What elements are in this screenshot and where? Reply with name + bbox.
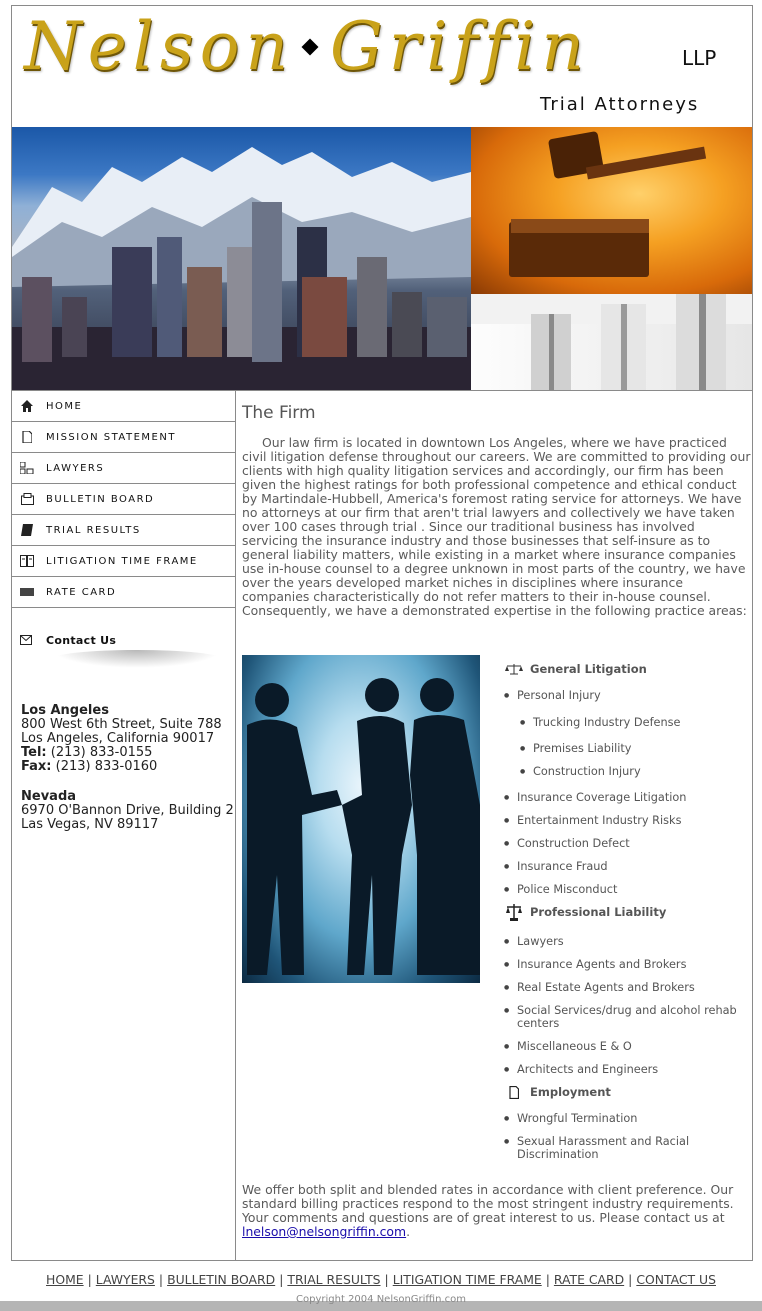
- email-link[interactable]: lnelson@nelsongriffin.com: [242, 1224, 407, 1239]
- footer-separator: |: [545, 1272, 550, 1287]
- nav-label: Contact Us: [46, 633, 117, 647]
- city-skyline-image: [12, 127, 471, 390]
- practice-item: ● Personal Injury: [504, 689, 752, 702]
- nav-item-trial-results[interactable]: [12, 515, 235, 546]
- practice-heading-professional: [504, 902, 752, 922]
- footer-separator: |: [628, 1272, 633, 1287]
- footer-link-contact-us[interactable]: CONTACT US: [636, 1272, 716, 1287]
- handshake-image: [242, 655, 480, 983]
- practice-item: ● Insurance Fraud: [504, 860, 752, 873]
- office-city: Nevada: [21, 789, 77, 804]
- document-icon: [20, 431, 34, 443]
- logo[interactable]: [24, 8, 590, 85]
- bulletin-icon: [20, 493, 34, 505]
- fax-label: Fax:: [21, 759, 52, 774]
- practice-item: ● Sexual Harassment and Racial Discrimination: [504, 1135, 752, 1161]
- practice-heading-employment: [504, 1082, 752, 1102]
- tagline: Trial Attorneys: [540, 94, 700, 115]
- footer-link-trial-results[interactable]: TRIAL RESULTS: [287, 1272, 381, 1287]
- footer-separator: |: [87, 1272, 92, 1287]
- closing-paragraph: [242, 1183, 748, 1239]
- closing-end: .: [406, 1224, 411, 1239]
- practice-heading-label: Professional Liability: [530, 905, 667, 919]
- gavel-image: [471, 127, 752, 294]
- footer-nav: [0, 1272, 762, 1287]
- nav-item-litigation-time-frame[interactable]: [12, 546, 235, 577]
- fax-number: (213) 833-0160: [55, 759, 158, 774]
- footer-link-rate-card[interactable]: RATE CARD: [553, 1272, 625, 1287]
- fax-row: [21, 760, 234, 774]
- practice-item: ● Lawyers: [504, 935, 752, 948]
- nav-label: HOME: [46, 400, 83, 412]
- practice-subitem: ● Trucking Industry Defense: [520, 716, 752, 729]
- nav-label: MISSION STATEMENT: [46, 431, 176, 443]
- practice-heading-label: Employment: [530, 1085, 611, 1099]
- practice-heading-general: [504, 659, 752, 679]
- envelope-icon: [20, 634, 34, 646]
- footer-link-home[interactable]: HOME: [46, 1272, 84, 1287]
- footer-link-lawyers[interactable]: LAWYERS: [95, 1272, 155, 1287]
- nav-label: LAWYERS: [46, 462, 105, 474]
- document-icon: [504, 1083, 524, 1101]
- people-icon: [20, 462, 34, 474]
- main-content: [236, 390, 752, 1261]
- logo-text-right: Griffin: [330, 8, 590, 85]
- practice-item: ● Miscellaneous E & O: [504, 1040, 752, 1053]
- page-frame: [11, 5, 753, 1261]
- footer-separator: |: [279, 1272, 284, 1287]
- tel-number: (213) 833-0155: [50, 745, 153, 760]
- practice-subitem: ● Premises Liability: [520, 742, 752, 755]
- nav-item-rate-card[interactable]: [12, 577, 235, 608]
- header: [12, 6, 752, 127]
- practice-subitem: ● Construction Injury: [520, 765, 752, 778]
- nav-item-contact-us[interactable]: [12, 627, 235, 653]
- home-icon: [20, 400, 34, 412]
- page-title: The Firm: [242, 403, 316, 423]
- phone-row: [21, 746, 234, 760]
- practice-item: ● Police Misconduct: [504, 883, 752, 896]
- address-line: Las Vegas, NV 89117: [21, 817, 159, 832]
- nav-label: TRIAL RESULTS: [46, 524, 141, 536]
- practice-areas: [504, 657, 752, 1161]
- tel-label: Tel:: [21, 745, 47, 760]
- nav-item-bulletin-board[interactable]: [12, 484, 235, 515]
- intro-paragraph: Our law firm is located in downtown Los Angeles, where we have practiced civil litigation defense throughout our careers. We are committed to providing our clients with high quality litigation services and accordingly, our firm has been given the highest ratings for both professional competence and ethical conduct by Martindale-Hubbell, America's foremost rating service for attorneys. We have no attorneys at our firm that aren't trial lawyers and collectively we have taken over 100 cases through trial . Since our traditional business has involved servicing the insurance industry and those businesses that self-insure as to general liability matters, while existing in a market where insurance companies use in-house counsel to a degree unknown in most parts of the country, we have over the years developed market niches in disciplines where insurance companies characteristically do not refer matters to their in-house counsel. Consequently, we have a demonstrated expertise in the following practice areas:: [242, 435, 751, 618]
- practice-item: ● Insurance Agents and Brokers: [504, 958, 752, 971]
- practice-heading-label: General Litigation: [530, 662, 647, 676]
- open-book-icon: [20, 555, 34, 567]
- nav-label: BULLETIN BOARD: [46, 493, 155, 505]
- nav-item-mission-statement[interactable]: [12, 422, 235, 453]
- logo-text-left: Nelson: [24, 8, 295, 85]
- columns-image: [471, 294, 752, 390]
- banner: [12, 127, 752, 390]
- contact-shadow: [52, 650, 222, 668]
- practice-item: ● Social Services/drug and alcohol rehab centers: [504, 1004, 752, 1030]
- footer-link-bulletin-board[interactable]: BULLETIN BOARD: [167, 1272, 276, 1287]
- footer-link-litigation-time-frame[interactable]: LITIGATION TIME FRAME: [392, 1272, 542, 1287]
- practice-item: ● Architects and Engineers: [504, 1063, 752, 1076]
- book-icon: [20, 524, 34, 536]
- logo-suffix: LLP: [682, 46, 717, 70]
- practice-item: ● Wrongful Termination: [504, 1112, 752, 1125]
- practice-item: ● Insurance Coverage Litigation: [504, 791, 752, 804]
- nav-item-lawyers[interactable]: [12, 453, 235, 484]
- diamond-icon: [302, 39, 319, 56]
- nav-label: RATE CARD: [46, 586, 117, 598]
- footer-separator: |: [384, 1272, 389, 1287]
- footer-separator: |: [158, 1272, 164, 1287]
- sidebar: [12, 390, 236, 1261]
- practice-item: ● Real Estate Agents and Brokers: [504, 981, 752, 994]
- address-line: Los Angeles, California 90017: [21, 731, 215, 746]
- justice-scales-icon: [504, 903, 524, 921]
- nav-label: LITIGATION TIME FRAME: [46, 555, 198, 567]
- address-line: 6970 O'Bannon Drive, Building 2: [21, 803, 234, 818]
- copyright: Copyright 2004 NelsonGriffin.com: [296, 1294, 466, 1305]
- scales-icon: [504, 660, 524, 678]
- practice-item: ● Entertainment Industry Risks: [504, 814, 752, 827]
- closing-text: We offer both split and blended rates in accordance with client preference. Our standard billing practices respond to the most stringent industry requirements. Your comments and questions are of great interest to us. Please contact us at: [242, 1182, 734, 1225]
- address-block: [21, 704, 234, 832]
- address-line: 800 West 6th Street, Suite 788: [21, 717, 222, 732]
- card-icon: [20, 586, 34, 598]
- nav-item-home[interactable]: [12, 391, 235, 422]
- practice-item: ● Construction Defect: [504, 837, 752, 850]
- office-city: Los Angeles: [21, 703, 109, 718]
